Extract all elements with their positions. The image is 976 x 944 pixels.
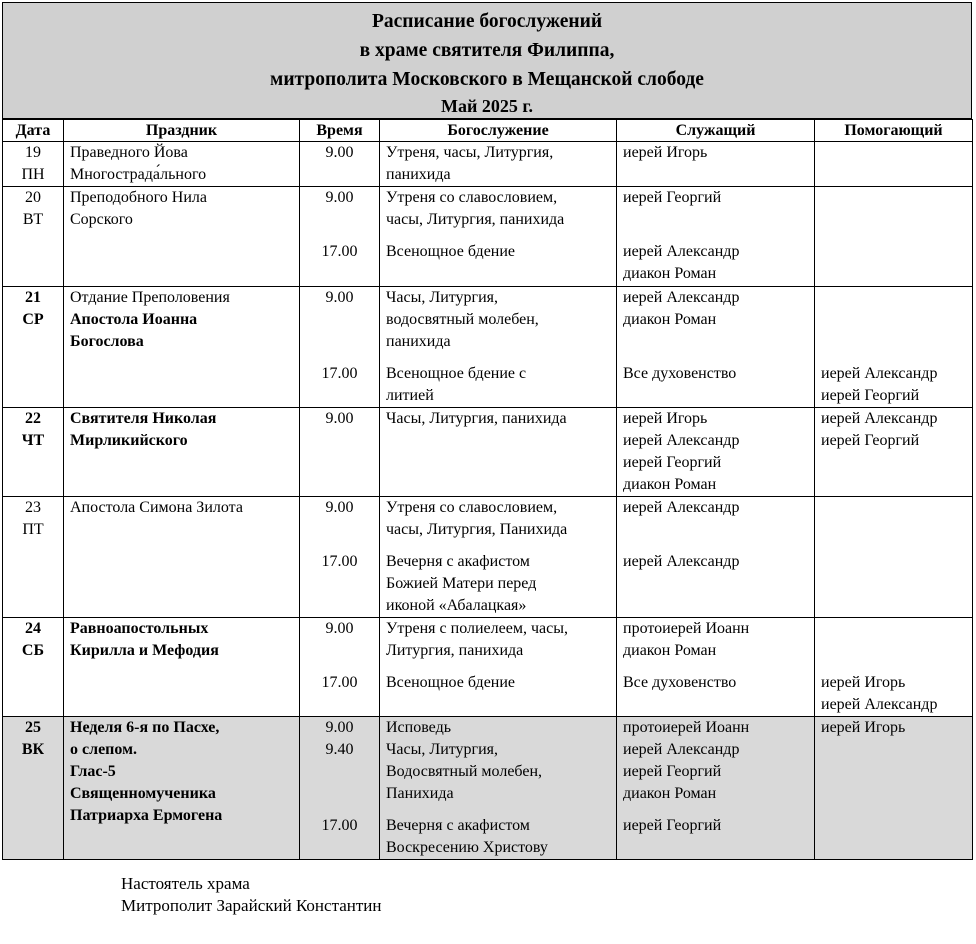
table-row: [3, 187, 973, 287]
table-row: [3, 408, 973, 497]
time-cell: 9.00 17.00: [300, 618, 380, 717]
date-cell: 21 СР: [3, 287, 64, 408]
service-cell: Часы, Литургия, водосвятный молебен, панихида Всенощное бдение с литией: [380, 287, 617, 408]
date-cell: 19 ПН: [3, 142, 64, 187]
col-header-date: Дата: [3, 120, 64, 142]
assistant-cell: иерей Игорь иерей Александр: [815, 618, 973, 717]
table-row: [3, 142, 973, 187]
date-cell: 24 СБ: [3, 618, 64, 717]
date-cell: 22 ЧТ: [3, 408, 64, 497]
celebrant-cell: иерей Александр иерей Александр: [617, 497, 815, 618]
feast-cell: Апостола Симона Зилота: [64, 497, 300, 618]
time-cell: 9.00 9.40 17.00: [300, 717, 380, 860]
col-header-celebrant: Служащий: [617, 120, 815, 142]
assistant-cell: иерей Игорь: [815, 717, 973, 860]
assistant-cell: [815, 497, 973, 618]
service-cell: Утреня со славословием, часы, Литургия, панихида Всенощное бдение: [380, 187, 617, 287]
assistant-cell: [815, 142, 973, 187]
feast-cell: Неделя 6-я по Пасхе, о слепом. Глас-5 Священномученика Патриарха Ермогена: [64, 717, 300, 860]
celebrant-cell: протоиерей Иоанн диакон Роман Все духовенство: [617, 618, 815, 717]
service-cell: Часы, Литургия, панихида: [380, 408, 617, 497]
celebrant-cell: иерей Александр диакон Роман Все духовенство: [617, 287, 815, 408]
service-cell: Утреня со славословием, часы, Литургия, Панихида Вечерня с акафистом Божией Матери перед иконой «Абалацкая»: [380, 497, 617, 618]
schedule-sheet: [2, 2, 972, 860]
celebrant-cell: иерей Игорь иерей Александр иерей Георгий диакон Роман: [617, 408, 815, 497]
time-cell: 9.00 17.00: [300, 497, 380, 618]
assistant-cell: иерей Александр иерей Георгий: [815, 287, 973, 408]
table-row: [3, 717, 973, 860]
service-cell: Утреня, часы, Литургия, панихида: [380, 142, 617, 187]
schedule-title: [2, 2, 972, 119]
time-cell: 9.00 17.00: [300, 287, 380, 408]
time-cell: 9.00: [300, 408, 380, 497]
feast-cell: Равноапостольных Кирилла и Мефодия: [64, 618, 300, 717]
feast-cell: Отдание Преполовения Апостола Иоанна Богослова: [64, 287, 300, 408]
date-cell: 23 ПТ: [3, 497, 64, 618]
assistant-cell: иерей Александр иерей Георгий: [815, 408, 973, 497]
title-month: Май 2025 г.: [440, 96, 533, 116]
col-header-assistant: Помогающий: [815, 120, 973, 142]
feast-cell: Святителя Николая Мирликийского: [64, 408, 300, 497]
date-cell: 20 ВТ: [3, 187, 64, 287]
service-cell: Утреня с полиелеем, часы, Литургия, панихида Всенощное бдение: [380, 618, 617, 717]
signature-block: [121, 873, 381, 917]
celebrant-cell: протоиерей Иоанн иерей Александр иерей Георгий диакон Роман иерей Георгий: [617, 717, 815, 860]
rector-name: Митрополит Зарайский Константин: [121, 896, 382, 915]
schedule-table: [2, 119, 973, 860]
feast-cell: Праведного Йова Многострада́льного: [64, 142, 300, 187]
col-header-service: Богослужение: [380, 120, 617, 142]
time-cell: 9.00: [300, 142, 380, 187]
celebrant-cell: иерей Георгий иерей Александр диакон Роман: [617, 187, 815, 287]
table-row: [3, 287, 973, 408]
col-header-feast: Праздник: [64, 120, 300, 142]
title-line-1: Расписание богослужений: [371, 11, 603, 32]
feast-cell: Преподобного Нила Сорского: [64, 187, 300, 287]
col-header-time: Время: [300, 120, 380, 142]
title-line-2: в храме святителя Филиппа,: [359, 40, 615, 61]
title-line-3: митрополита Московского в Мещанской слободе: [270, 69, 704, 90]
rector-title: Настоятель храма: [121, 874, 250, 893]
celebrant-cell: иерей Игорь: [617, 142, 815, 187]
service-cell: Исповедь Часы, Литургия, Водосвятный молебен, Панихида Вечерня с акафистом Воскресению Христову: [380, 717, 617, 860]
table-header-row: [3, 120, 973, 142]
assistant-cell: [815, 187, 973, 287]
table-row: [3, 618, 973, 717]
table-row: [3, 497, 973, 618]
time-cell: 9.00 17.00: [300, 187, 380, 287]
date-cell: 25 ВК: [3, 717, 64, 860]
